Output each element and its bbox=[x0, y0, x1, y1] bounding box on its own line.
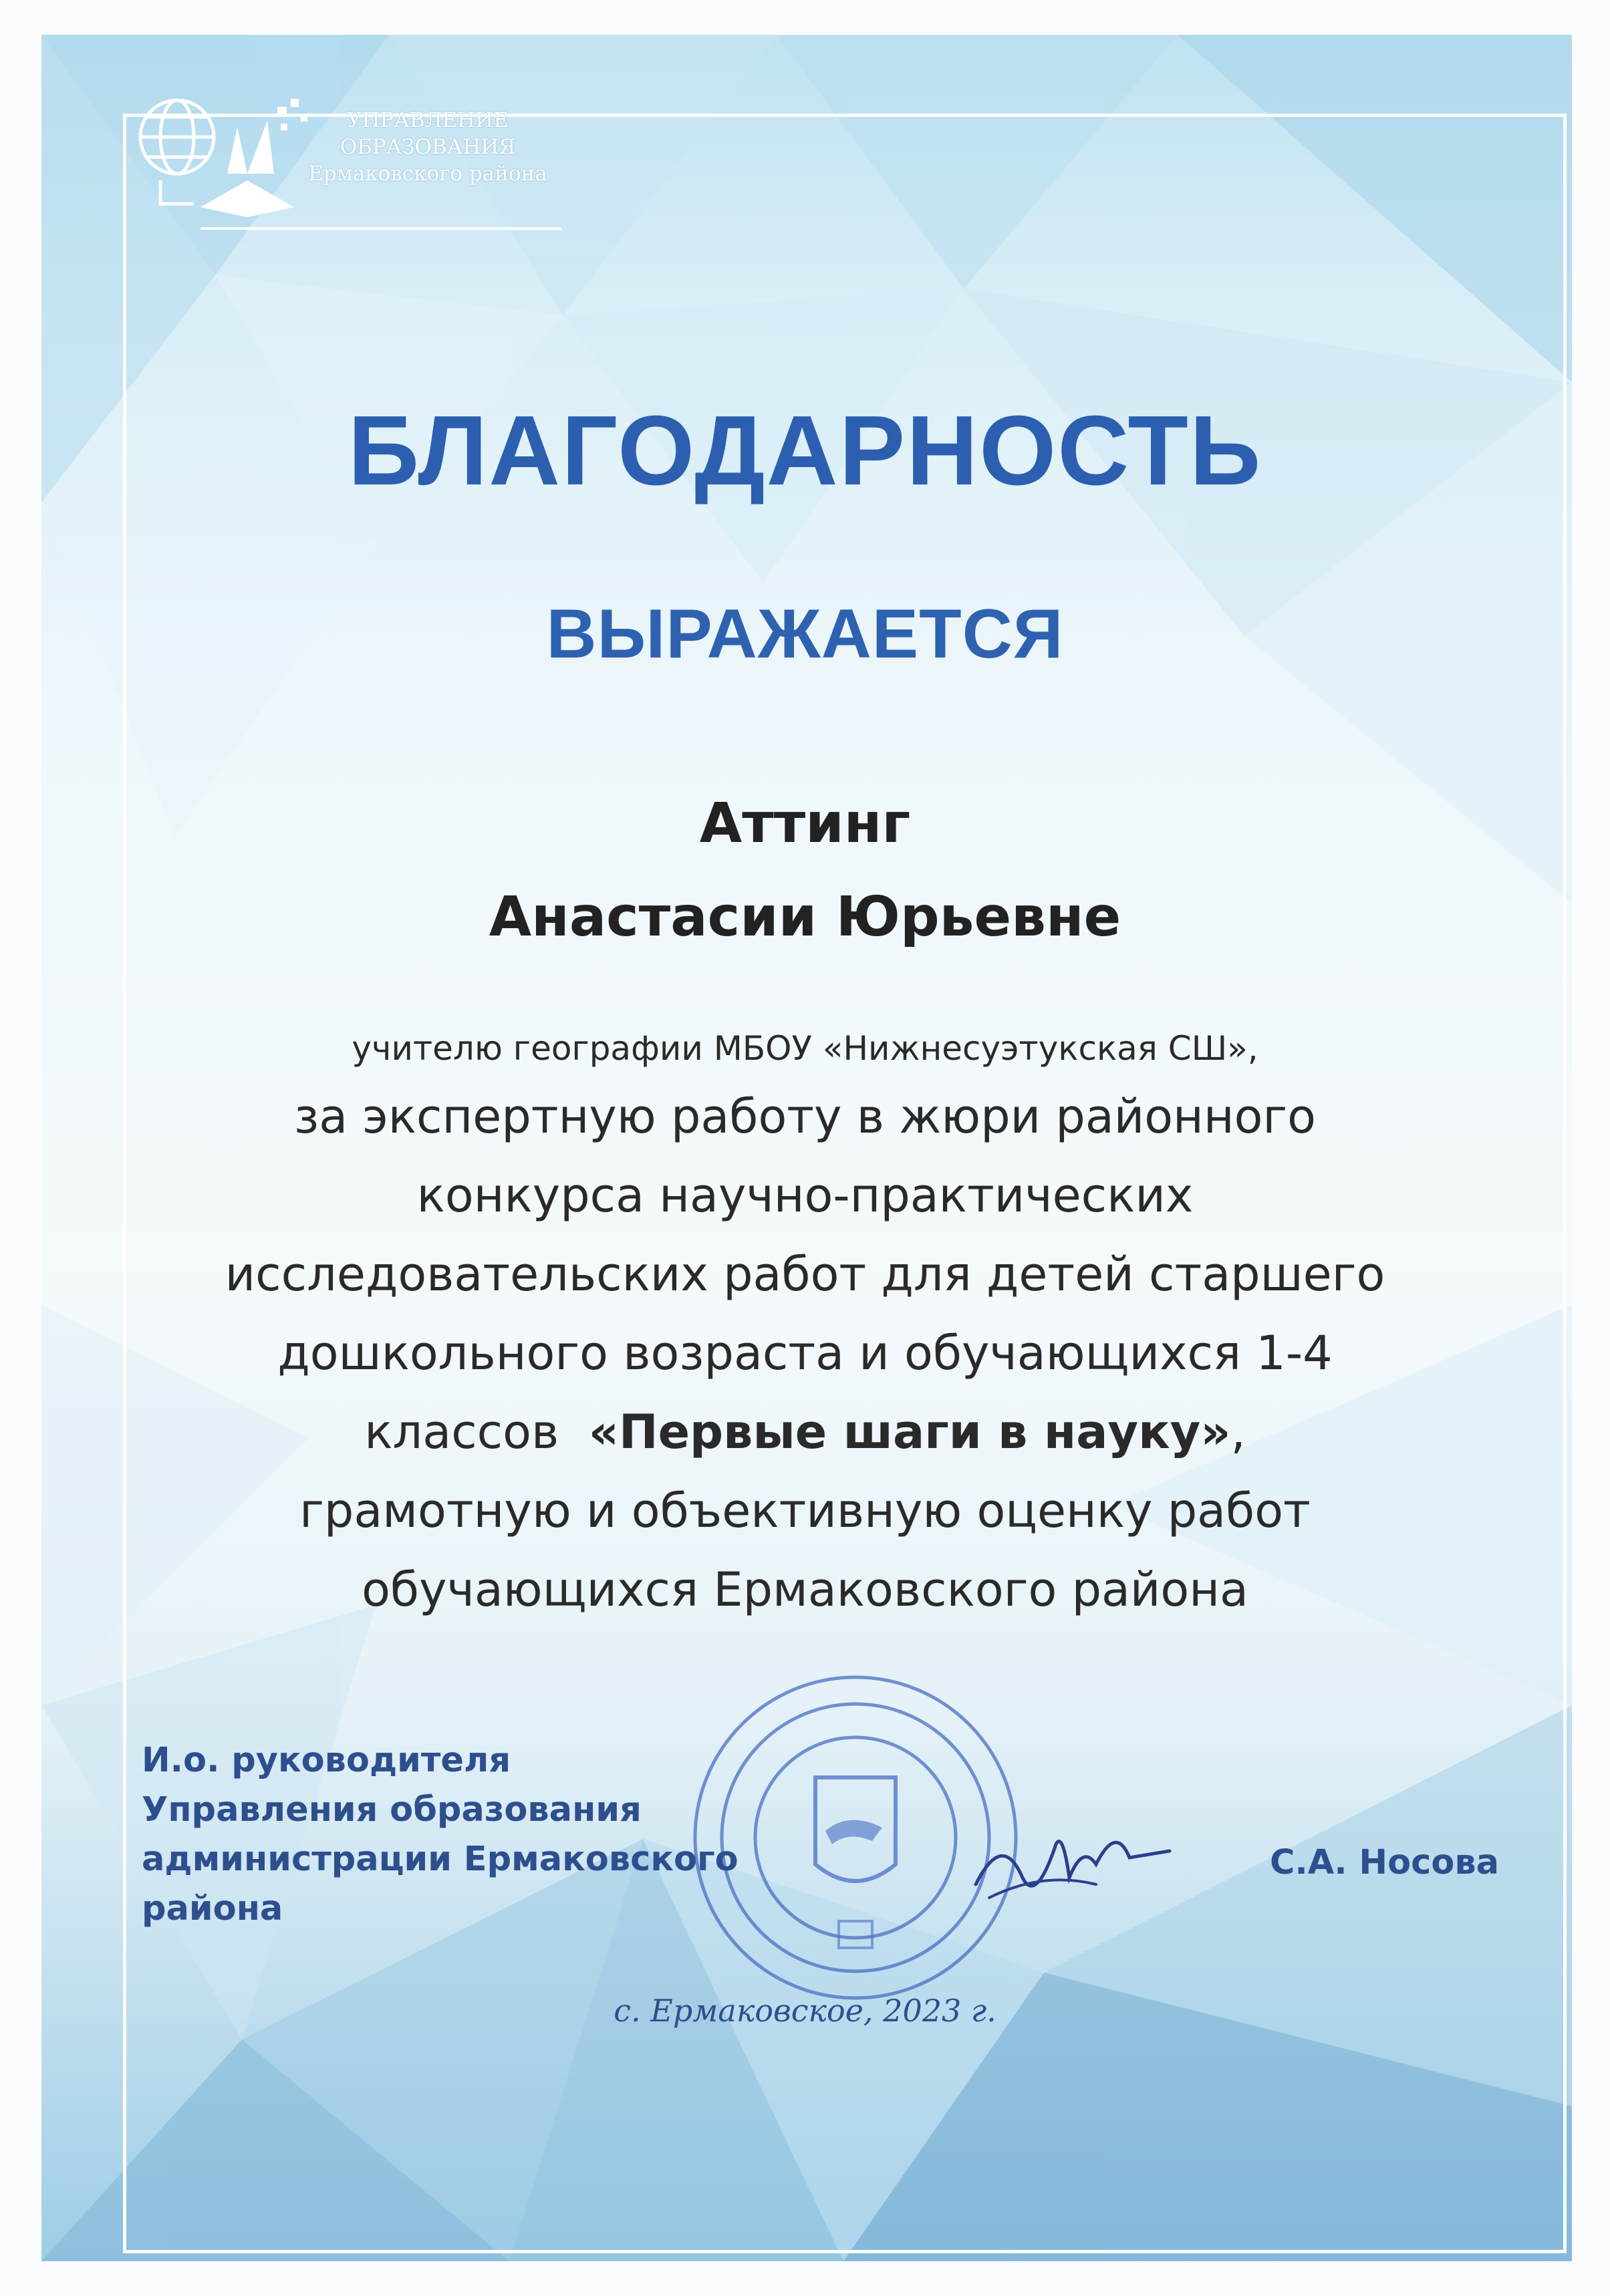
certificate-subtitle: ВЫРАЖАЕТСЯ bbox=[546, 595, 1064, 673]
body-line-3: исследовательских работ для детей старшего bbox=[225, 1247, 1385, 1302]
recipient-position: учителю географии МБОУ «Нижнесуэтукская СШ», bbox=[352, 1029, 1258, 1068]
org-line-2: ОБРАЗОВАНИЯ bbox=[340, 135, 516, 159]
org-name bbox=[294, 107, 561, 187]
org-line-1: УПРАВЛЕНИЕ bbox=[347, 108, 509, 132]
recipient-given-names: Анастасии Юрьевне bbox=[489, 885, 1121, 949]
body-line-4: дошкольного возраста и обучающихся 1-4 bbox=[277, 1326, 1333, 1381]
body-line-7: обучающихся Ермаковского района bbox=[362, 1562, 1248, 1617]
recipient-surname: Аттинг bbox=[699, 792, 911, 855]
body-line-2: конкурса научно-практических bbox=[416, 1168, 1194, 1223]
signatory-line-1: И.о. руководителя bbox=[142, 1741, 511, 1780]
signatory-title bbox=[142, 1736, 877, 1934]
signer-name: С.А. Носова bbox=[1270, 1843, 1500, 1882]
org-line-3: Ермаковского района bbox=[308, 162, 547, 186]
header-divider bbox=[200, 227, 561, 230]
body-line-1: за экспертную работу в жюри районного bbox=[293, 1089, 1317, 1144]
signatory-line-2: Управления образования bbox=[142, 1790, 642, 1830]
body-line-5-prefix: классов bbox=[364, 1405, 559, 1459]
handwritten-signature-icon bbox=[962, 1804, 1176, 1924]
certificate-title: БЛАГОДАРНОСТЬ bbox=[348, 396, 1262, 506]
place-and-date: с. Ермаковское, 2023 г. bbox=[614, 1993, 996, 2029]
signatory-line-3: администрации Ермаковского района bbox=[142, 1840, 739, 1928]
body-line-6: грамотную и объективную оценку работ bbox=[299, 1483, 1311, 1538]
contest-name: «Первые шаги в науку» bbox=[588, 1405, 1231, 1459]
body-line-5-suffix: , bbox=[1230, 1405, 1246, 1459]
body-line-5 bbox=[0, 1405, 1610, 1459]
